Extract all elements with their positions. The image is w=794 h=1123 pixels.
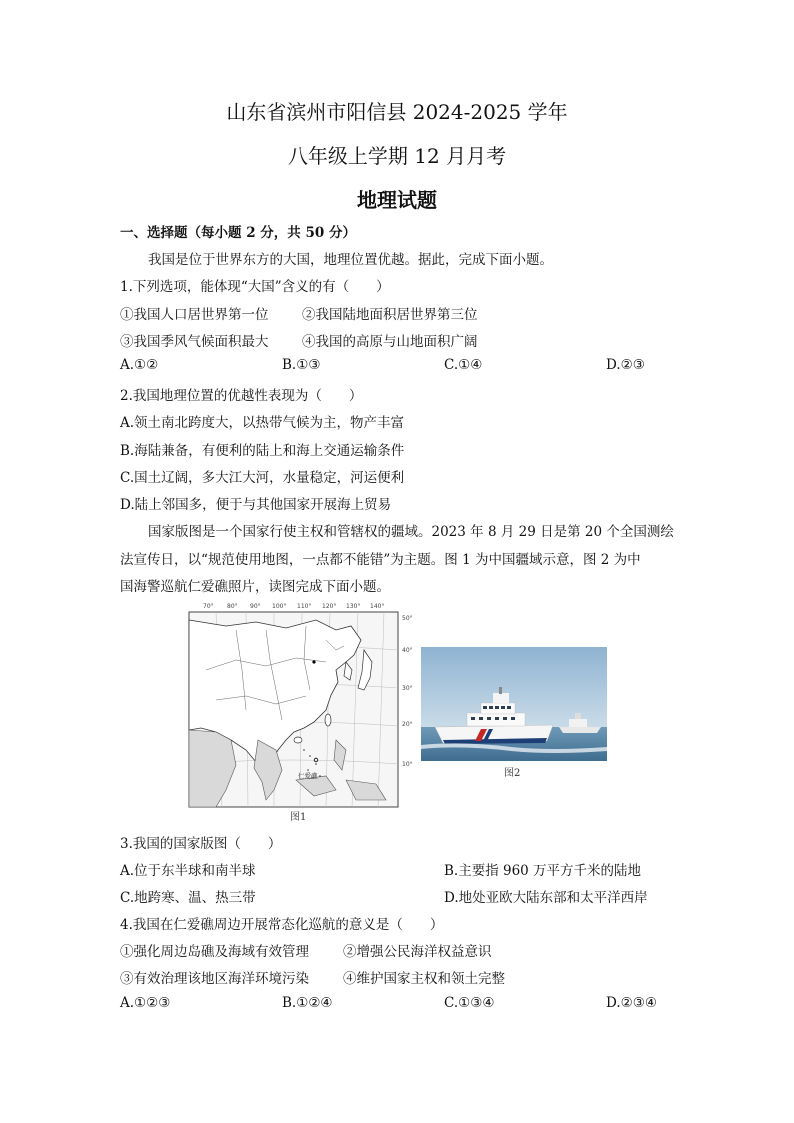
q2-option-b[interactable]: B.海陆兼备，有便利的陆上和海上交通运输条件 <box>120 443 405 459</box>
q2-stem: 2.我国地理位置的优越性表现为（ ） <box>120 388 363 404</box>
q4-statement-1: ①强化周边岛礁及海域有效管理 <box>120 944 309 960</box>
q3-option-c[interactable]: C.地跨寒、温、热三带 <box>120 890 256 906</box>
q2-option-c[interactable]: C.国土辽阔，多大江大河，水量稳定，河运便利 <box>120 470 405 486</box>
q1-statement-4: ④我国的高原与山地面积广阔 <box>302 334 478 350</box>
tick-label: 120° <box>322 603 337 610</box>
reef-label: 仁爱礁 <box>298 772 318 780</box>
china-map <box>186 600 414 824</box>
q3-stem: 3.我国的国家版图（ ） <box>120 836 282 852</box>
q1-stem: 1.下列选项，能体现“大国”含义的有（ ） <box>120 279 390 295</box>
tick-label: 40° <box>402 647 413 654</box>
q4-option-c[interactable]: C.①③④ <box>444 995 495 1011</box>
tick-label: 90° <box>250 603 261 610</box>
coast-guard-ship-photo <box>421 647 607 761</box>
figure-1-caption: 图1 <box>290 812 307 823</box>
q4-option-d[interactable]: D.②③④ <box>606 995 657 1011</box>
tick-label: 10° <box>402 761 413 768</box>
figure-1-map <box>186 600 414 824</box>
q4-statement-4: ④维护国家主权和领土完整 <box>343 971 505 987</box>
tick-label: 110° <box>297 603 312 610</box>
section-heading: 一、选择题（每小题 2 分，共 50 分） <box>120 225 356 241</box>
figure-2-caption: 图2 <box>504 768 521 779</box>
q4-statement-2: ②增强公民海洋权益意识 <box>343 944 492 960</box>
tick-label: 80° <box>227 603 238 610</box>
intro-text: 我国是位于世界东方的大国，地理位置优越。据此，完成下面小题。 <box>148 252 553 268</box>
passage-line-2: 法宣传日，以“规范使用地图，一点都不能错”为主题。图 1 为中国疆域示意，图 2 为中 <box>120 552 641 568</box>
q4-stem: 4.我国在仁爱礁周边开展常态化巡航的意义是（ ） <box>120 917 444 933</box>
q2-option-d[interactable]: D.陆上邻国多，便于与其他国家开展海上贸易 <box>120 497 392 513</box>
q2-option-a[interactable]: A.领土南北跨度大，以热带气候为主，物产丰富 <box>120 415 405 431</box>
q1-option-a[interactable]: A.①② <box>120 357 159 373</box>
q4-statement-3: ③有效治理该地区海洋环境污染 <box>120 971 309 987</box>
q4-option-b[interactable]: B.①②④ <box>282 995 333 1011</box>
tick-label: 130° <box>346 603 361 610</box>
q1-statement-2: ②我国陆地面积居世界第三位 <box>302 307 478 323</box>
tick-label: 70° <box>203 603 214 610</box>
q1-option-b[interactable]: B.①③ <box>282 357 321 373</box>
figure-2-photo <box>421 647 607 761</box>
tick-label: 140° <box>370 603 385 610</box>
tick-label: 100° <box>272 603 287 610</box>
q1-statement-1: ①我国人口居世界第一位 <box>120 307 269 323</box>
q1-option-d[interactable]: D.②③ <box>606 357 645 373</box>
q3-option-d[interactable]: D.地处亚欧大陆东部和太平洋西岸 <box>444 890 648 906</box>
q4-option-a[interactable]: A.①②③ <box>120 995 171 1011</box>
passage-line-3: 国海警巡航仁爱礁照片，读图完成下面小题。 <box>120 579 390 595</box>
tick-label: 50° <box>402 615 413 622</box>
q1-option-c[interactable]: C.①④ <box>444 357 483 373</box>
tick-label: 20° <box>402 721 413 728</box>
tick-label: 30° <box>402 685 413 692</box>
exam-title: 山东省滨州市阳信县 2024-2025 学年 <box>226 100 568 124</box>
exam-subtitle: 八年级上学期 12 月月考 <box>287 144 507 168</box>
passage-line-1: 国家版图是一个国家行使主权和管辖权的疆域。2023 年 8 月 29 日是第 20 个全国测绘 <box>148 524 674 540</box>
q3-option-a[interactable]: A.位于东半球和南半球 <box>120 863 256 879</box>
subject-title: 地理试题 <box>357 188 437 212</box>
q1-statement-3: ③我国季风气候面积最大 <box>120 334 269 350</box>
q3-option-b[interactable]: B.主要指 960 万平方千米的陆地 <box>444 863 642 879</box>
